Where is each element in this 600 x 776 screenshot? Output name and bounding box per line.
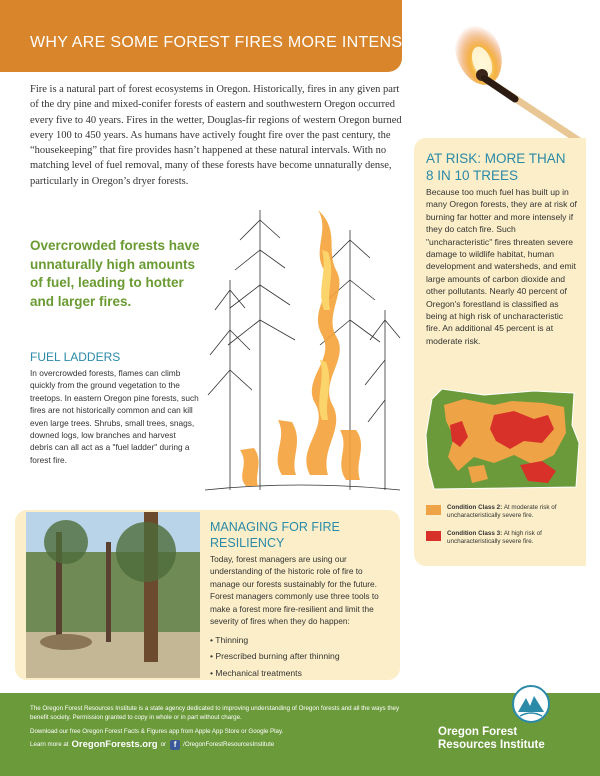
forest-photo — [26, 512, 200, 678]
map-legend — [426, 504, 582, 556]
managing-title: MANAGING FOR FIRE RESILIENCY — [210, 520, 340, 550]
burning-match-illustration — [420, 0, 600, 150]
facebook-icon: f — [170, 740, 180, 750]
org-name-line-2: Resources Institute — [438, 739, 545, 751]
legend-item-class-2 — [426, 504, 582, 520]
ofri-logo-icon — [510, 684, 552, 724]
or-text: or — [160, 741, 167, 748]
oregon-risk-map — [424, 385, 584, 493]
intro-paragraph: Fire is a natural part of forest ecosystems in Oregon. Historically, fires in any given part of the dry pine and mixed-conifer forests of eastern and southwestern Oregon occurred every five to 40 years. Fires in the wetter, Douglas-fir regions of western Oregon burned every 100 to 450 years. As humans have actively fought fire over the past century, the “housekeeping” that fire provides hasn’t happened at these natural intervals. With no matching level of fuel removal, many of these forests have become unnaturally dense, particularly in Oregon’s dryer forests. — [30, 84, 402, 187]
legend-swatch-high — [426, 531, 441, 541]
management-tools-list — [210, 632, 390, 681]
footer-download-text: Download our free Oregon Forest Facts & Figures app from Apple App Store or Google Play. — [30, 728, 284, 735]
page-title: WHY ARE SOME FOREST FIRES MORE INTENSE? — [30, 34, 423, 51]
legend-swatch-moderate — [426, 505, 441, 515]
list-item: • Thinning — [210, 632, 390, 648]
legend-text: Condition Class 3: At high risk of uncharacteristically severe fire. — [447, 530, 542, 545]
forest-fire-illustration — [200, 190, 405, 510]
legend-item-class-3 — [426, 530, 582, 546]
footer-about-text: The Oregon Forest Resources Institute is a state agency dedicated to improving understanding of Oregon forests and all the ways they benefit society. Permission granted to copy in whole or in part without charge. — [30, 705, 400, 721]
learn-prefix: Learn more at — [30, 741, 69, 748]
website-link[interactable]: OregonForests.org — [71, 739, 158, 750]
footer-learn-more — [30, 739, 274, 750]
list-item: • Mechanical treatments — [210, 665, 390, 681]
at-risk-title: AT RISK: MORE THAN 8 IN 10 TREES — [426, 151, 566, 183]
facebook-link[interactable]: /OregonForestResourcesInstitute — [183, 741, 275, 748]
fuel-ladders-body: In overcrowded forests, flames can climb quickly from the ground vegetation to the treetops. In eastern Oregon pine forests, such fires are not historically common and can kill even large trees. Shrubs, small trees, snags, downed logs, low branches and harvest debris can all act as a "fuel ladder" during a forest fire. — [30, 368, 199, 465]
at-risk-body: Because too much fuel has built up in many Oregon forests, they are at risk of burning far hotter and more intensely if they do catch fire. Such "uncharacteristic" fires threaten severe damage to wildlife habitat, human development and watersheds, and emit large amounts of carbon dioxide and other pollutants. Nearly 40 percent of Oregon's forestland is classified as being at high risk of uncharacteristic fire. An additional 45 percent is at moderate risk. — [426, 187, 577, 346]
fuel-ladders-title: FUEL LADDERS — [30, 350, 121, 364]
org-name-line-1: Oregon Forest — [438, 726, 518, 738]
callout-quote: Overcrowded forests have unnaturally high amounts of fuel, leading to hotter and larger fires. — [30, 238, 200, 309]
organization-name — [438, 726, 588, 752]
managing-body: Today, forest managers are using our understanding of the historic role of fire to manage our forests sustainably for the future. Forest managers commonly use three tools to make a forest more fire-resilient and limit the severity of fires when they do happen: — [210, 554, 379, 627]
list-item: • Prescribed burning after thinning — [210, 648, 390, 664]
legend-text: Condition Class 2: At moderate risk of uncharacteristically severe fire. — [447, 504, 557, 519]
